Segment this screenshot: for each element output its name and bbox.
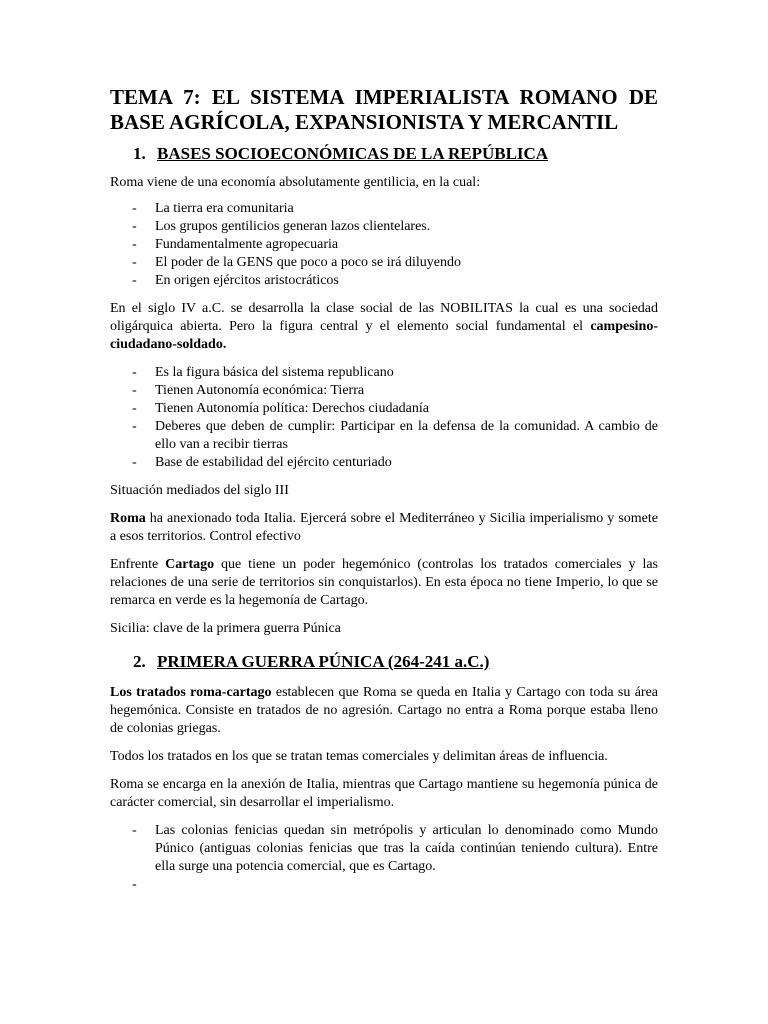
list-item: - El poder de la GENS que poco a poco se irá diluyendo [132,255,461,270]
tratados-term: Los tratados roma-cartago [110,685,272,700]
document-title: TEMA 7: EL SISTEMA IMPERIALISTA ROMANO DE BASE AGRÍCOLA, EXPANSIONISTA Y MERCANTIL [110,85,658,134]
list-item: - Tienen Autonomía económica: Tierra [132,383,365,398]
cartago-term: Cartago [165,557,215,572]
list-item: - [132,877,137,892]
campesino-term: campesino-ciudadano-soldado. [110,319,658,352]
list-item: - Base de estabilidad del ejército centuriado [132,455,392,470]
cartago-paragraph: Enfrente Cartago que tiene un poder hegemónico (controlas los tratados comerciales y las relaciones de una serie de territorios sin conquistarlos). En esta época no tiene Imperio, lo que se remarca en verde es la hegemonía de Cartago. [110,557,658,608]
section-1-intro: Roma viene de una economía absolutamente gentilicia, en la cual: [110,175,481,190]
document-body [110,85,658,894]
section-1-heading [110,144,658,164]
tratados-paragraph: Los tratados roma-cartago establecen que Roma se queda en Italia y Cartago con toda su área hegemónica. Consiste en tratados de no agresión. Cartago no entra a Roma porque estaba lleno de colonias griegas. [110,685,658,736]
list-item: - Es la figura básica del sistema republicano [132,365,394,380]
list-item: - Tienen Autonomía política: Derechos ciudadanía [132,401,429,416]
campesino-list [110,364,658,472]
list-item: - En origen ejércitos aristocráticos [132,273,339,288]
roma-paragraph: Roma ha anexionado toda Italia. Ejercerá sobre el Mediterráneo y Sicilia imperialismo y somete a esos territorios. Control efectivo [110,511,658,544]
anexion-paragraph: Roma se encarga en la anexión de Italia, mientras que Cartago mantiene su hegemonía púnica de carácter comercial, sin desarrollar el imperialismo. [110,777,658,810]
sicilia-paragraph: Sicilia: clave de la primera guerra Púnica [110,621,341,636]
situation-paragraph: Situación mediados del siglo III [110,483,289,498]
section-2-title: PRIMERA GUERRA PÚNICA (264-241 a.C.) [157,652,490,671]
nobilitas-paragraph: En el siglo IV a.C. se desarrolla la clase social de las NOBILITAS la cual es una sociedad oligárquica abierta. Pero la figura central y el elemento social fundamental el campesino-ciudadano-soldado. [110,301,658,352]
list-item: - Los grupos gentilicios generan lazos clientelares. [132,219,431,234]
list-item: - La tierra era comunitaria [132,201,294,216]
section-1-title: BASES SOCIOECONÓMICAS DE LA REPÚBLICA [157,144,549,163]
roma-term: Roma [110,511,146,526]
list-item: - Las colonias fenicias quedan sin metrópolis y articulan lo denominado como Mundo Púnico (antiguas colonias fenicias que tras la caída continúan teniendo cultura). Entre ella surge una potencia comercial, que es Cartago. [132,823,658,874]
punico-list [110,822,658,894]
section-2-heading [110,652,658,672]
list-item: - Fundamentalmente agropecuaria [132,237,339,252]
comerciales-paragraph: Todos los tratados en los que se tratan temas comerciales y delimitan áreas de influencia. [110,749,608,764]
section-2-number: 2. [133,652,146,671]
section-1-number: 1. [133,144,146,163]
gentilicia-list [110,200,658,290]
list-item: - Deberes que deben de cumplir: Participar en la defensa de la comunidad. A cambio de ello van a recibir tierras [132,419,658,452]
